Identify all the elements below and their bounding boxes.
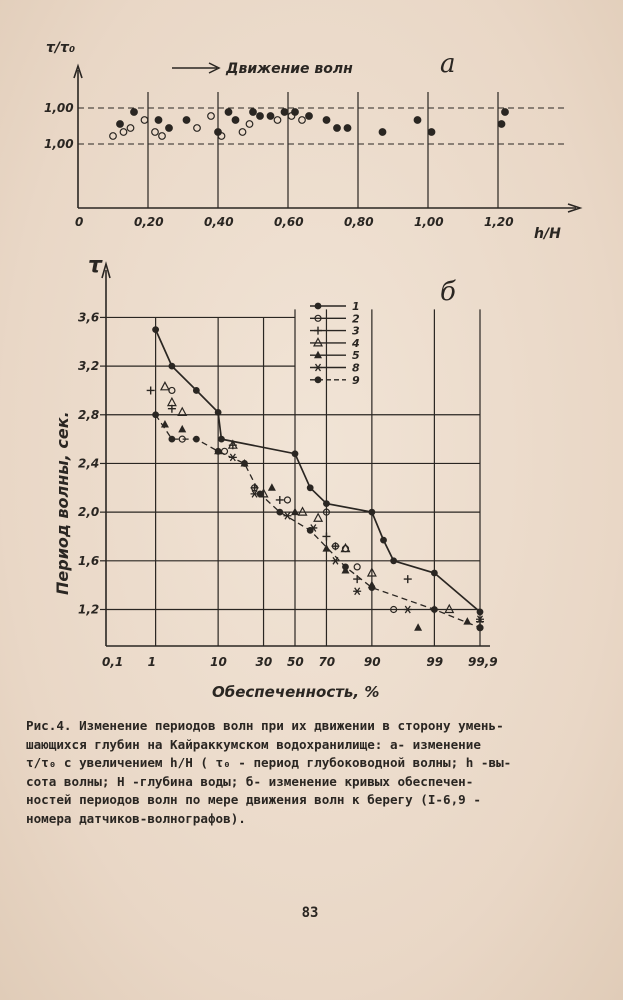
panel-a-point-open — [274, 117, 281, 124]
panel-b-legend-item — [310, 362, 360, 375]
panel-a-label: а — [440, 49, 456, 79]
panel-b-marker-triangle — [314, 338, 322, 346]
panel-a-point-open — [159, 133, 166, 140]
panel-b-marker-dot — [307, 527, 314, 534]
panel-b-x-tick: 10 — [210, 655, 227, 669]
panel-a-y-tick: 1,00 — [44, 137, 74, 151]
panel-b-x-tick: 30 — [255, 655, 273, 669]
panel-a-point-filled — [267, 113, 274, 120]
panel-b-legend-label: 3 — [352, 324, 360, 338]
panel-a-point-filled — [323, 117, 330, 124]
panel-b-marker-dot — [218, 436, 225, 443]
panel-a-point-filled — [117, 121, 124, 128]
panel-a-point-filled — [155, 117, 162, 124]
panel-b-marker-plus — [331, 542, 339, 550]
panel-b-x-tick: 90 — [363, 655, 381, 669]
panel-a-point-open — [194, 125, 201, 132]
panel-a-ticks — [44, 101, 514, 229]
panel-b-marker-plus — [276, 496, 284, 504]
panel-b-marker-asterisk — [404, 606, 412, 613]
panel-b-ylabel: Период волны, сек. — [53, 411, 72, 595]
panel-b-y-tick: 2,0 — [78, 505, 100, 520]
panel-b-marker-dot — [215, 409, 222, 416]
panel-a-x-tick: 0,60 — [274, 215, 304, 229]
panel-a-x-tick: 1,20 — [484, 215, 514, 229]
panel-a-points — [110, 109, 509, 140]
panel-b-marker-dot — [390, 557, 397, 564]
panel-a-point-open — [208, 113, 215, 120]
panel-b-series-line — [156, 330, 480, 612]
panel-b-marker-plus — [147, 386, 155, 394]
panel-a-point-filled — [334, 125, 341, 132]
panel-b-marker-dot — [169, 436, 176, 443]
panel-b-legend-item — [310, 312, 360, 325]
panel-a-point-open — [141, 117, 148, 124]
panel-b — [53, 253, 498, 701]
panel-a-point-filled — [166, 125, 173, 132]
panel-a-grid — [78, 92, 568, 208]
panel-b-series-3 — [147, 386, 484, 625]
panel-b-legend-item — [310, 374, 360, 387]
panel-b-series-1 — [152, 326, 483, 615]
panel-b-x-tick: 1 — [147, 655, 156, 669]
panel-a-point-filled — [498, 121, 505, 128]
panel-b-grid — [100, 309, 480, 646]
panel-b-legend-label: 5 — [352, 349, 360, 363]
panel-b-marker-plus — [404, 575, 412, 583]
panel-a-point-open — [110, 133, 117, 140]
caption-line: номера датчиков-волнографов). — [26, 810, 246, 826]
panel-b-x-tick: 70 — [318, 655, 336, 669]
panel-b-marker-triangle-filled — [291, 508, 299, 516]
panel-b-marker-asterisk — [314, 364, 322, 371]
panel-b-legend-label: 8 — [352, 361, 360, 375]
panel-b-marker-asterisk — [353, 588, 361, 595]
panel-a-point-open — [152, 129, 159, 136]
panel-a — [44, 40, 580, 242]
panel-b-y-tick: 3,2 — [78, 359, 100, 374]
panel-b-marker-dot — [477, 609, 484, 616]
panel-b-marker-circle — [284, 497, 290, 503]
panel-b-marker-asterisk — [331, 557, 339, 564]
panel-b-y-tick: 2,8 — [78, 407, 100, 422]
panel-b-series — [147, 326, 484, 631]
panel-b-marker-dot — [342, 563, 349, 570]
caption-line: шающихся глубин на Кайраккумском водохранилище: а- изменение — [26, 736, 481, 752]
panel-a-point-filled — [225, 109, 232, 116]
panel-a-point-filled — [281, 109, 288, 116]
panel-b-legend-item — [310, 337, 360, 350]
panel-a-x-tick: 0,80 — [344, 215, 374, 229]
panel-a-point-open — [127, 125, 134, 132]
panel-b-marker-triangle-filled — [268, 483, 276, 491]
panel-b-series-4 — [161, 382, 453, 612]
panel-a-point-filled — [344, 125, 351, 132]
panel-b-marker-dot — [292, 450, 299, 457]
panel-b-marker-triangle — [299, 508, 307, 516]
panel-b-legend-label: 1 — [352, 300, 360, 313]
panel-a-point-filled — [502, 109, 509, 116]
panel-b-marker-triangle — [445, 605, 453, 613]
panel-b-marker-dot — [431, 606, 438, 613]
panel-a-point-filled — [131, 109, 138, 116]
panel-b-marker-dot — [315, 376, 322, 383]
panel-a-x-tick: 1,00 — [414, 215, 444, 229]
panel-b-series-8 — [229, 454, 484, 623]
panel-b-marker-dot — [380, 537, 387, 544]
panel-b-marker-dot — [257, 490, 264, 497]
panel-a-y-tick: 1,00 — [44, 101, 74, 115]
panel-a-ylabel: τ/τ₀ — [46, 40, 76, 56]
panel-b-marker-dot — [323, 500, 330, 507]
panel-a-x-tick: 0,40 — [204, 215, 234, 229]
panel-a-xlabel: h/H — [534, 226, 561, 242]
panel-b-y-tick: 1,6 — [78, 553, 100, 568]
panel-b-marker-triangle-filled — [178, 425, 186, 433]
panel-b-marker-dot — [193, 436, 200, 443]
panel-b-legend-label: 9 — [352, 373, 360, 387]
caption-line: τ/τ₀ с увеличением h/H ( τ₀ - период глубоководной волны; h -вы- — [26, 755, 512, 770]
panel-b-xlabel: Обеспеченность, % — [212, 683, 380, 701]
panel-b-marker-dot — [215, 448, 222, 455]
panel-b-legend-label: 4 — [352, 336, 360, 350]
panel-b-label: б — [440, 277, 456, 307]
panel-b-x-tick: 50 — [287, 655, 304, 669]
panel-b-legend — [310, 300, 360, 387]
panel-b-x-tick: 99 — [426, 655, 444, 669]
panel-b-marker-dot — [477, 624, 484, 631]
panel-b-y-tick: 2,4 — [78, 456, 100, 471]
panel-b-marker-circle — [354, 564, 360, 570]
panel-b-y-symbol: τ — [88, 253, 103, 278]
panel-b-x-tick: 0,1 — [102, 655, 124, 669]
panel-b-marker-circle — [169, 387, 175, 393]
panel-a-point-filled — [306, 113, 313, 120]
panel-b-marker-triangle — [168, 398, 176, 406]
panel-b-marker-dot — [193, 387, 200, 394]
caption-line: ностей периодов волн по мере движения волн к берегу (I-6,9 - — [26, 792, 481, 807]
panel-a-point-filled — [379, 129, 386, 136]
panel-a-x-tick: 0,20 — [134, 215, 164, 229]
panel-b-marker-dot — [169, 363, 176, 370]
panel-a-point-open — [239, 129, 246, 136]
panel-b-series-5 — [161, 420, 471, 631]
panel-b-marker-triangle-filled — [314, 351, 322, 359]
panel-b-marker-triangle — [161, 382, 169, 390]
panel-a-point-filled — [183, 117, 190, 124]
panel-a-point-open — [120, 129, 127, 136]
panel-b-marker-dot — [241, 460, 248, 467]
panel-b-marker-triangle-filled — [414, 623, 422, 631]
panel-b-marker-triangle — [314, 514, 322, 522]
caption-line: сота волны; H -глубина воды; б- изменение кривых обеспечен- — [26, 773, 474, 789]
panel-b-legend-item — [310, 325, 360, 338]
panel-b-marker-dot — [152, 411, 159, 418]
panel-b-marker-dot — [315, 303, 322, 310]
panel-b-legend-item — [310, 300, 360, 313]
panel-b-marker-plus — [314, 327, 322, 335]
panel-a-legend-text: Движение волн — [226, 61, 353, 77]
panel-b-marker-dot — [368, 584, 375, 591]
panel-b-marker-dot — [307, 484, 314, 491]
panel-b-legend-item — [310, 349, 360, 362]
panel-a-point-filled — [428, 129, 435, 136]
panel-b-marker-dot — [431, 570, 438, 577]
page-number: 83 — [301, 905, 319, 921]
panel-b-marker-dot — [276, 509, 283, 516]
figure-caption — [26, 717, 592, 828]
panel-a-point-filled — [414, 117, 421, 124]
panel-b-y-tick: 1,2 — [78, 602, 100, 617]
panel-a-legend — [172, 61, 353, 77]
panel-b-y-tick: 3,6 — [78, 310, 100, 325]
caption-line: Рис.4. Изменение периодов волн при их движении в сторону умень- — [26, 718, 504, 733]
panel-a-point-filled — [250, 109, 257, 116]
panel-b-marker-plus — [322, 532, 330, 540]
panel-b-x-tick: 99,9 — [468, 655, 498, 669]
panel-a-x-tick: 0 — [75, 215, 84, 229]
panel-a-point-filled — [232, 117, 239, 124]
panel-a-point-open — [246, 121, 253, 128]
panel-a-point-filled — [257, 113, 264, 120]
panel-b-marker-dot — [152, 326, 159, 333]
panel-a-point-open — [299, 117, 306, 124]
panel-b-marker-dot — [368, 509, 375, 516]
panel-b-legend-label: 2 — [352, 312, 360, 326]
